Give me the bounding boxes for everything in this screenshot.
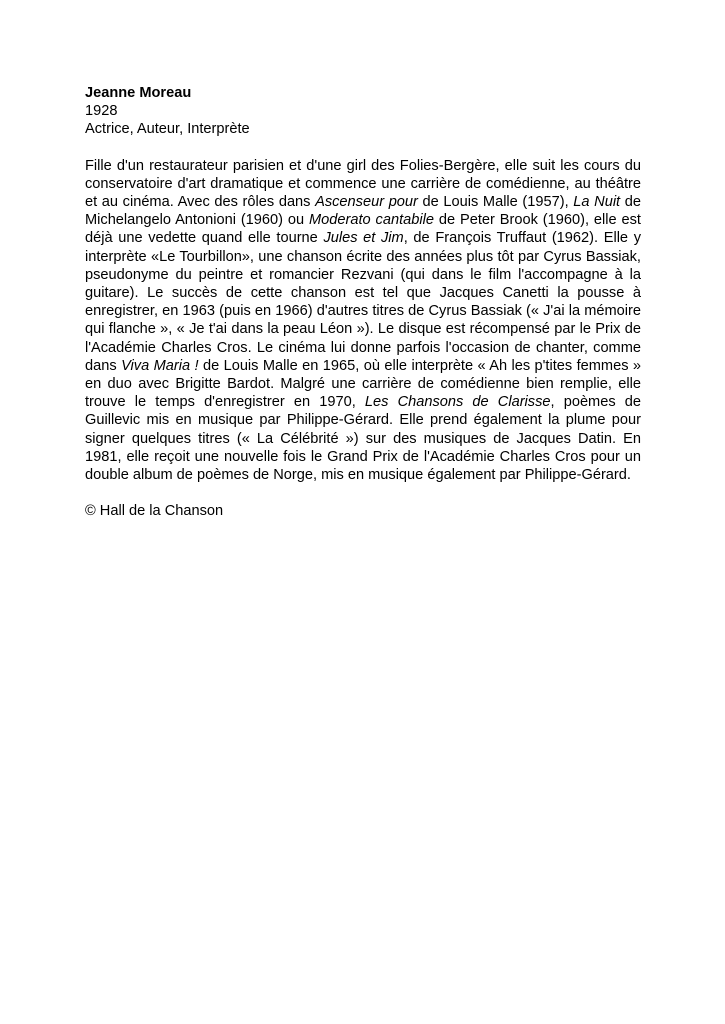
bio-text: de Louis Malle (1957), (417, 194, 574, 211)
artist-name: Jeanne Moreau (85, 85, 192, 101)
copyright-credit: © Hall de la Chanson (85, 503, 224, 520)
biography-paragraph (85, 157, 641, 485)
film-title-la-nuit: La Nuit (573, 194, 621, 211)
artist-year: 1928 (85, 103, 118, 120)
bio-text: de Peter Brook (1960), elle est déjà une vedette quand elle tourne (85, 212, 641, 247)
artist-roles: Actrice, Auteur, Interprète (85, 121, 250, 138)
film-title-moderato: Moderato cantabile (309, 212, 434, 229)
bio-text: de Michelangelo Antonioni (1960) ou (85, 194, 641, 229)
bio-text: , de François Truffaut (1962). Elle y interprète «Le Tourbillon», une chanson écrite des années plus tôt par Cyrus Bassiak, pseudonyme du peintre et romancier Rezvani (qui dans le film l'accompagne à la guitare). Le succès de cette chanson est tel que Jacques Canetti la pousse à enregistrer, en 1963 (puis en 1966) d'autres titres de Cyrus Bassiak (« J'ai la mémoire qui flanche », « Je t'ai dans la peau Léon »). Le disque est récompensé par le Prix de l'Académie Charles Cros. Le cinéma lui donne parfois l'occasion de chanter, comme dans (85, 230, 642, 374)
document-page (85, 84, 641, 520)
bio-text: , poèmes de Guillevic mis en musique par Philippe-Gérard. Elle prend également la plume pour signer quelques titres (« La Célébrité ») sur des musiques de Jacques Datin. En 1981, elle reçoit une nouvelle fois le Grand Prix de l'Académie Charles Cros pour un double album de poèmes de Norge, mis en musique également par Philippe-Gérard. (85, 394, 641, 484)
film-title-viva-maria: Viva Maria ! (121, 357, 199, 374)
bio-text: Fille d'un restaurateur parisien et d'une girl des Folies-Bergère, elle suit les cours du conservatoire d'art dramatique et commence une carrière de comédienne, au théâtre et au cinéma. Avec des rôles dans (85, 157, 641, 211)
bio-text: de Louis Malle en 1965, où elle interprète « Ah les p'tites femmes » en duo avec Brigitte Bardot. Malgré une carrière de comédienne bien remplie, elle trouve le temps d'enregistrer en 1970, (85, 357, 642, 411)
album-title-clarisse: Les Chansons de Clarisse (364, 394, 551, 411)
film-title-jules-et-jim: Jules et Jim (323, 230, 404, 247)
film-title-ascenseur: Ascenseur pour (315, 194, 418, 211)
